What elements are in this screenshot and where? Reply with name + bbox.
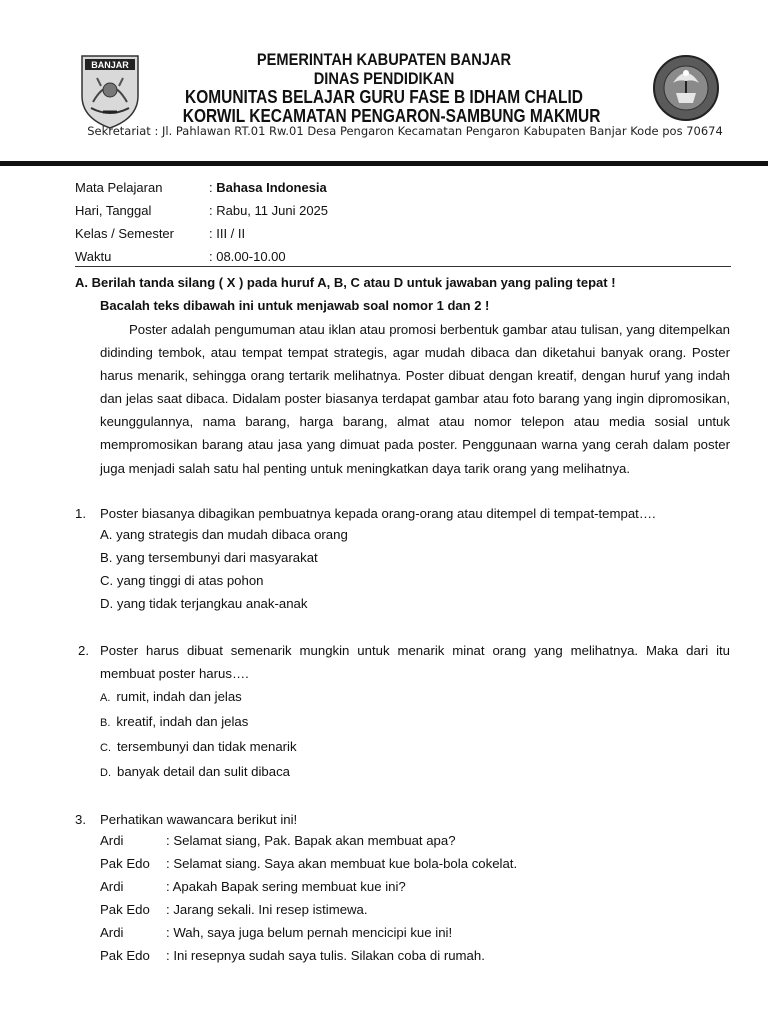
- q2-option-d[interactable]: [100, 761, 290, 784]
- q2-option-a[interactable]: [100, 686, 242, 709]
- korwil-name: KORWIL KECAMATAN PENGARON-SAMBUNG MAKMUR: [182, 106, 601, 126]
- department-name: DINAS PENDIDIKAN: [313, 69, 455, 88]
- date-value: : Rabu, 11 Juni 2025: [209, 203, 329, 218]
- question-number: 3.: [75, 812, 86, 827]
- time-label: Waktu: [75, 249, 112, 264]
- q1-option-a[interactable]: A. yang strategis dan mudah dibaca orang: [100, 527, 348, 542]
- tut-wuri-handayani-icon: [651, 53, 721, 123]
- subject-label: Mata Pelajaran: [75, 180, 163, 195]
- option-letter: D.: [100, 767, 111, 779]
- class-value: : III / II: [209, 226, 246, 241]
- question-stem: Poster biasanya dibagikan pembuatnya kepada orang-orang atau ditempel di tempat-tempat….: [100, 506, 656, 521]
- question-number: 2.: [78, 643, 89, 658]
- q2-option-b[interactable]: [100, 711, 248, 734]
- letterhead: [150, 50, 618, 126]
- letterhead-divider: [0, 161, 768, 166]
- class-row: [75, 224, 731, 247]
- community-name: KOMUNITAS BELAJAR GURU FASE B IDHAM CHALID: [185, 87, 583, 107]
- dialog-text: : Jarang sekali. Ini resep istimewa.: [166, 902, 368, 917]
- option-letter: A.: [100, 692, 111, 704]
- subject-value: : Bahasa Indonesia: [209, 180, 327, 195]
- reading-instruction: Bacalah teks dibawah ini untuk menjawab soal nomor 1 dan 2 !: [100, 298, 490, 313]
- dialog-speaker: Ardi: [100, 879, 124, 894]
- option-letter: B.: [100, 717, 111, 729]
- subject-row: [75, 178, 731, 201]
- government-name: PEMERINTAH KABUPATEN BANJAR: [256, 50, 512, 69]
- q1-option-d[interactable]: D. yang tidak terjangkau anak-anak: [100, 596, 308, 611]
- date-row: [75, 201, 731, 224]
- dialog-text: : Selamat siang, Pak. Bapak akan membuat apa?: [166, 833, 456, 848]
- dialog-speaker: Pak Edo: [100, 948, 150, 963]
- dialog-text: : Apakah Bapak sering membuat kue ini?: [166, 879, 406, 894]
- subject-value-text: Bahasa Indonesia: [216, 180, 327, 195]
- question-number: 1.: [75, 506, 86, 521]
- identity-divider: [75, 266, 731, 267]
- exam-identity: [75, 178, 731, 270]
- banjar-logo-text: BANJAR: [91, 60, 129, 70]
- date-label: Hari, Tanggal: [75, 203, 152, 218]
- q2-option-c[interactable]: [100, 736, 297, 759]
- option-text: banyak detail dan sulit dibaca: [117, 764, 291, 779]
- option-text: rumit, indah dan jelas: [116, 689, 242, 704]
- dialog-text: : Ini resepnya sudah saya tulis. Silakan coba di rumah.: [166, 948, 485, 963]
- q1-option-c[interactable]: C. yang tinggi di atas pohon: [100, 573, 264, 588]
- option-text: tersembunyi dan tidak menarik: [117, 739, 297, 754]
- dialog-speaker: Ardi: [100, 833, 124, 848]
- class-label: Kelas / Semester: [75, 226, 174, 241]
- reading-passage: Poster adalah pengumuman atau iklan atau promosi berbentuk gambar atau tulisan, yang ditempelkan didinding tembok, atau tempat tempat strategis, agar mudah dibaca dan diketahui banyak orang. Poster harus menarik, sehingga orang tertarik melihatnya. Poster dibuat dengan kreatif, dengan huruf yang indah dan jelas saat dibaca. Didalam poster biasanya terdapat gambar atau foto barang yang ingin dipromosikan, keunggulannya, nama barang, harga barang, almat atau nomor telepon atau media sosial untuk mempromosikan barang atau jasa yang dimuat pada poster. Penggunaan warna yang cerah dalam poster juga menjadi salah satu hal penting untuk meningkatkan daya tarik orang yang melihatnya.: [100, 322, 730, 476]
- dialog-speaker: Pak Edo: [100, 856, 150, 871]
- option-text: kreatif, indah dan jelas: [116, 714, 249, 729]
- time-value: : 08.00-10.00: [209, 249, 286, 264]
- question-stem: Perhatikan wawancara berikut ini!: [100, 812, 298, 827]
- dialog-text: : Wah, saya juga belum pernah mencicipi kue ini!: [166, 925, 453, 940]
- dialog-speaker: Pak Edo: [100, 902, 150, 917]
- dialog-speaker: Ardi: [100, 925, 124, 940]
- secretariat-address: Sekretariat : Jl. Pahlawan RT.01 Rw.01 Desa Pengaron Kecamatan Pengaron Kabupaten Banjar Kode pos 70674: [87, 124, 723, 138]
- section-a-instruction: A. Berilah tanda silang ( X ) pada huruf A, B, C atau D untuk jawaban yang paling tepat !: [75, 275, 616, 290]
- dialog-text: : Selamat siang. Saya akan membuat kue bola-bola cokelat.: [166, 856, 518, 871]
- q1-option-b[interactable]: B. yang tersembunyi dari masyarakat: [100, 550, 318, 565]
- question-stem: Poster harus dibuat semenarik mungkin untuk menarik minat orang yang melihatnya. Maka dari itu membuat poster harus….: [100, 643, 730, 681]
- banjar-regency-shield-icon: [79, 52, 141, 130]
- option-letter: C.: [100, 742, 111, 754]
